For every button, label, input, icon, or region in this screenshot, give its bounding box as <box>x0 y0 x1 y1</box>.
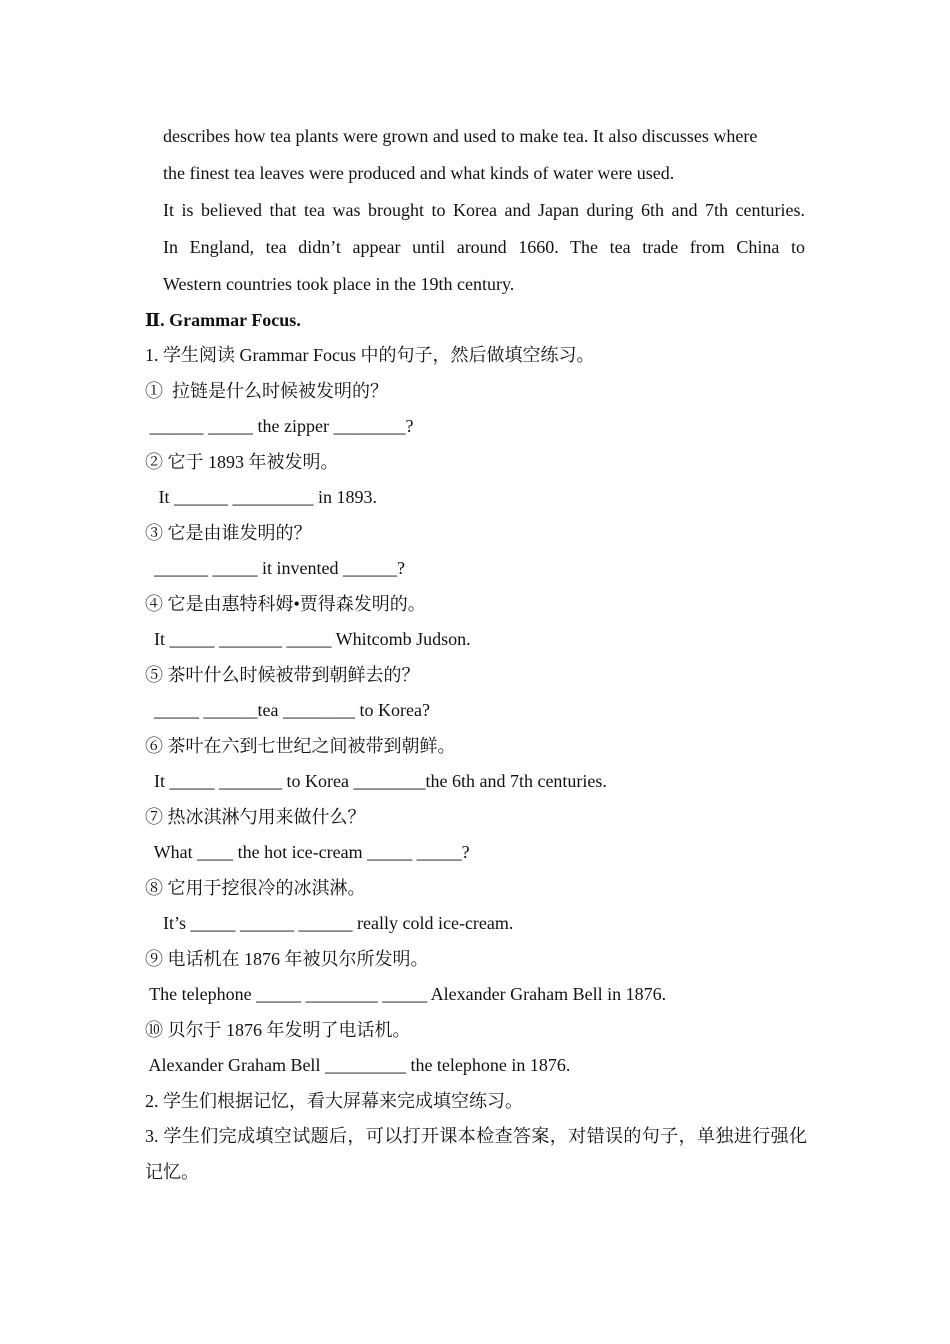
exercise-1-chinese: ① 拉链是什么时候被发明的？ <box>145 381 388 401</box>
reading-line: It is believed that tea was brought to Korea and Japan during 6th and 7th centuries. <box>163 200 805 220</box>
exercise-10-english: Alexander Graham Bell _________ the telephone in 1876. <box>145 1055 571 1075</box>
exercise-6-chinese: ⑥ 茶叶在六到七世纪之间被带到朝鲜。 <box>145 736 456 756</box>
exercise-1-english: ______ _____ the zipper ________? <box>145 416 414 436</box>
exercise-9-chinese: ⑨ 电话机在 1876 年被贝尔所发明。 <box>145 949 429 969</box>
exercise-3-english: ______ _____ it invented ______? <box>145 558 405 578</box>
reading-paragraph-2 <box>163 192 805 302</box>
exercise-10-chinese: ⑩ 贝尔于 1876 年发明了电话机。 <box>145 1020 411 1040</box>
section-heading: Ⅱ. Grammar Focus. <box>145 310 301 330</box>
reading-line: In England, tea didn’t appear until around 1660. The tea trade from China to <box>163 236 805 257</box>
exercise-2-chinese: ② 它于 1893 年被发明。 <box>145 452 339 472</box>
exercise-8-english: It’s _____ ______ ______ really cold ice-cream. <box>145 913 514 933</box>
exercise-4-chinese: ④ 它是由惠特科姆•贾得森发明的。 <box>145 594 426 614</box>
reading-line: the finest tea leaves were produced and what kinds of water were used. <box>163 162 675 183</box>
exercise-2-english: It ______ _________ in 1893. <box>145 487 377 507</box>
step-1-instruction: 1. 学生阅读 Grammar Focus 中的句子，然后做填空练习。 <box>145 345 595 365</box>
reading-line: describes how tea plants were grown and used to make tea. It also discusses where <box>163 126 758 146</box>
exercise-4-english: It _____ _______ _____ Whitcomb Judson. <box>145 629 471 649</box>
exercise-9-english: The telephone _____ ________ _____ Alexander Graham Bell in 1876. <box>145 984 667 1004</box>
exercise-7-english: What ____ the hot ice-cream _____ _____? <box>145 842 470 862</box>
exercise-8-chinese: ⑧ 它用于挖很冷的冰淇淋。 <box>145 878 366 898</box>
reading-line: Western countries took place in the 19th century. <box>163 273 515 294</box>
reading-paragraph-1 <box>163 118 805 192</box>
exercise-5-english: _____ ______tea ________ to Korea? <box>145 700 430 720</box>
step-3-instruction: 3. 学生们完成填空试题后，可以打开课本检查答案，对错误的句子，单独进行强化记忆。 <box>145 1126 807 1182</box>
exercise-5-chinese: ⑤ 茶叶什么时候被带到朝鲜去的？ <box>145 665 420 685</box>
exercise-3-chinese: ③ 它是由谁发明的？ <box>145 523 312 543</box>
exercise-6-english: It _____ _______ to Korea ________the 6th and 7th centuries. <box>145 771 607 791</box>
exercise-7-chinese: ⑦ 热冰淇淋勺用来做什么？ <box>145 807 366 827</box>
step-2-instruction: 2. 学生们根据记忆，看大屏幕来完成填空练习。 <box>145 1091 523 1111</box>
